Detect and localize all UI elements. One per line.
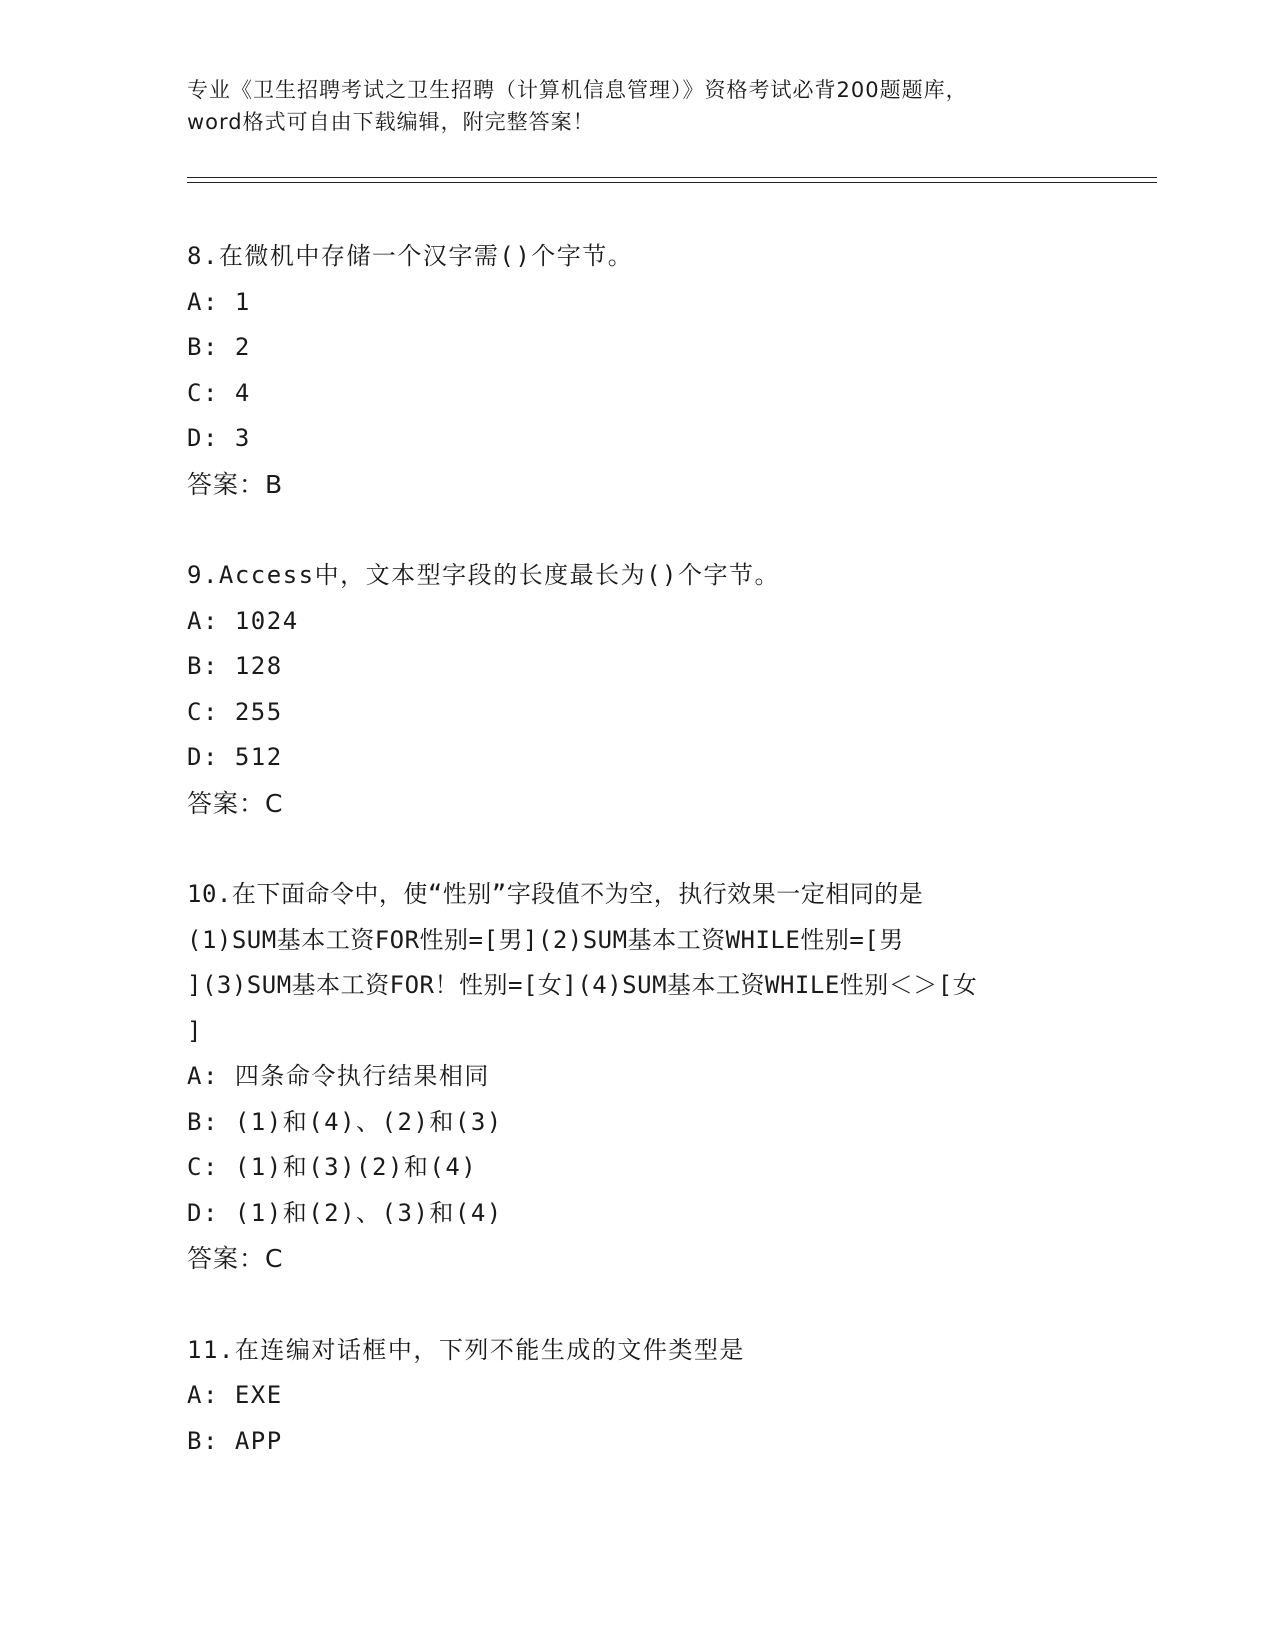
question-text-line-4: ] [187,1016,202,1045]
question-text-line-1: 10.在下面命令中，使“性别”字段值不为空，执行效果一定相同的是 [187,880,924,908]
option-b: B: (1)和(4)、(2)和(3) [187,1107,503,1136]
option-b: B: 2 [187,333,251,361]
header-line-2: word格式可自由下载编辑，附完整答案！ [187,110,595,134]
option-c: C: 255 [187,697,283,726]
question-9 [187,553,1087,826]
option-a: A: EXE [187,1381,283,1409]
question-text-line-2: (1)SUM基本工资FOR性别=[男](2)SUM基本工资WHILE性别=[男 [187,925,904,954]
header-divider-bottom [187,182,1157,183]
option-c: C: (1)和(3)(2)和(4) [187,1153,478,1181]
option-d: D: 3 [187,424,251,452]
question-text: 8.在微机中存储一个汉字需()个字节。 [187,242,634,270]
question-text: 9.Access中，文本型字段的长度最长为()个字节。 [187,561,780,589]
question-list [187,234,1087,1510]
question-11 [187,1328,1087,1465]
option-b: B: 128 [187,652,283,680]
question-10 [187,872,1087,1282]
question-8 [187,234,1087,507]
question-text-line-3: ](3)SUM基本工资FOR！性别=[女](4)SUM基本工资WHILE性别＜＞[女 [187,971,978,999]
option-a: A: 四条命令执行结果相同 [187,1062,490,1090]
option-a: A: 1 [187,287,251,316]
option-a: A: 1024 [187,606,299,635]
header-line-1: 专业《卫生招聘考试之卫生招聘（计算机信息管理）》资格考试必背200题题库， [187,78,968,102]
answer-line: 答案：C [187,788,284,818]
answer-line: 答案：B [187,469,284,499]
option-d: D: (1)和(2)、(3)和(4) [187,1198,503,1227]
option-b: B: APP [187,1426,283,1455]
document-header [187,74,1087,138]
option-c: C: 4 [187,378,251,407]
question-text: 11.在连编对话框中，下列不能生成的文件类型是 [187,1335,745,1364]
header-divider-top [187,177,1157,178]
option-d: D: 512 [187,743,283,771]
answer-line: 答案：C [187,1244,284,1273]
